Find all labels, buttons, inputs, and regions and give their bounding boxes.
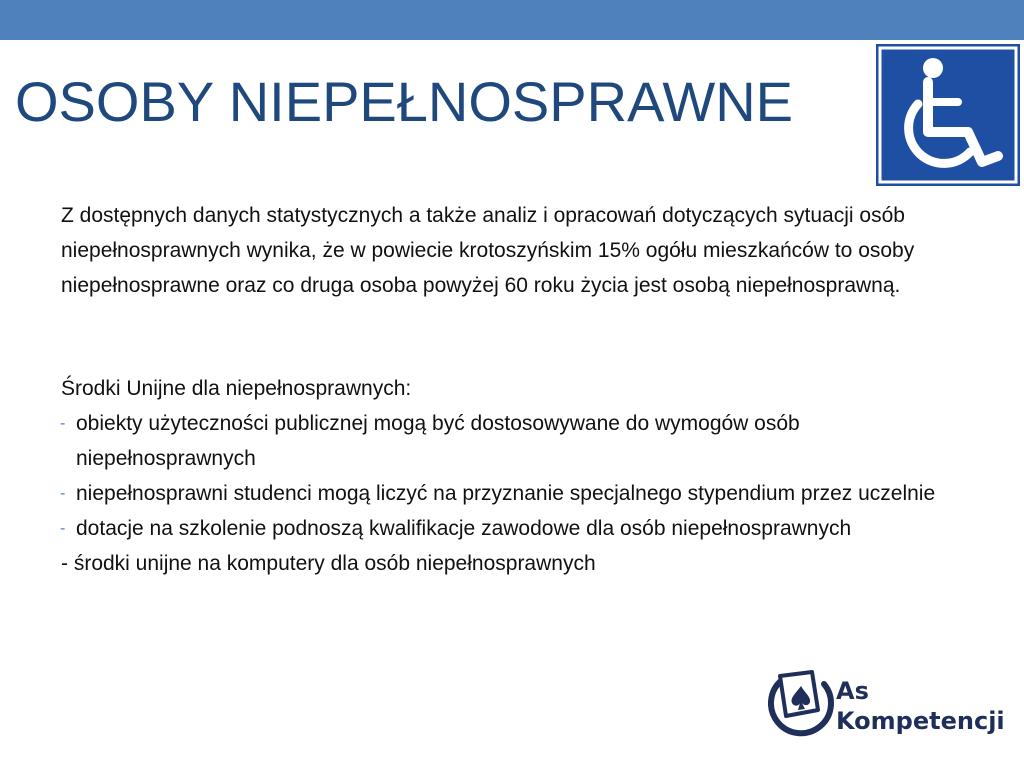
spade-icon [768,670,834,744]
list-item-text: obiekty użyteczności publicznej mogą być dostosowywane do wymogów osób niepełnosprawnych [76,412,800,470]
logo-line-2: Kompetencji [836,707,1005,735]
list-heading: Środki Unijne dla niepełnosprawnych: [61,377,412,400]
list-item-last: - środki unijne na komputery dla osób niepełnosprawnych [61,552,596,575]
slide-body [61,198,981,581]
list-item [61,476,981,511]
list-item [61,511,981,546]
bullet-marker: - [60,415,66,432]
list-item-text: dotacje na szkolenie podnoszą kwalifikacje zawodowe dla osób niepełnosprawnych [76,517,852,540]
paragraph-spacer [61,303,981,371]
logo-text [836,676,1005,736]
top-accent-bar [0,0,1024,40]
logo-line-1: As [836,677,869,705]
list-item [61,406,981,476]
as-kompetencji-logo [768,670,1005,750]
intro-paragraph: Z dostępnych danych statystycznych a także analiz i opracowań dotyczących sytuacji osób niepełnosprawnych wynika, że w powiecie krotoszyńskim 15% ogółu mieszkańców to osoby niepełnosprawne oraz co druga osoba powyżej 60 roku życia jest osobą niepełnosprawną. [61,204,915,297]
bullet-marker: - [60,485,66,502]
slide-title: OSOBY NIEPEŁNOSPRAWNE [15,70,793,133]
bullet-marker: - [60,520,66,537]
list-item-text: niepełnosprawni studenci mogą liczyć na przyznanie specjalnego stypendium przez uczelnie [76,482,936,505]
wheelchair-icon [872,40,1024,190]
